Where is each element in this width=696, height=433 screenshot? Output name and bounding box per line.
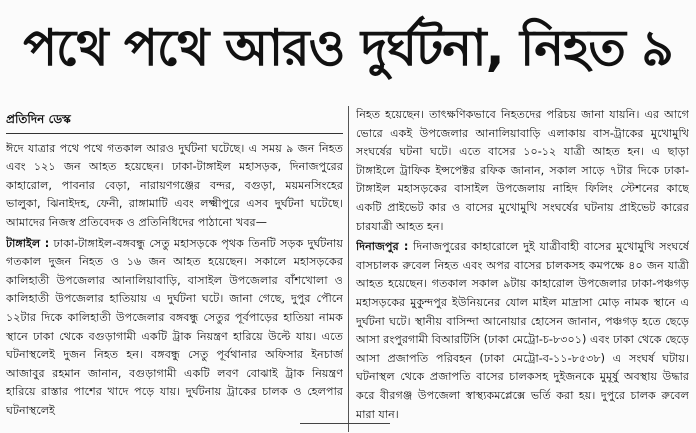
dinajpur-lead: দিনাজপুর : [356,240,409,254]
tangail-lead: টাঙ্গাইল : [6,236,50,250]
intro-paragraph: ঈদে যাত্রার পথে পথে গতকাল আরও দুর্ঘটনা ঘটেছে। এ সময় ৯ জন নিহত এবং ১২১ জন আহত হয়েছেন। ঢাকা-টাঙ্গাইল মহাসড়ক, দিনাজপুরের কাহারোল, পাবনার বেড়া, নারায়ণগঞ্জের বন্দর, বগুড়া, ময়মনসিংহের ভালুকা, ঝিনাইদহ, ফেনী, রাঙ্গামাটি এবং লক্ষ্মীপুরে এসব দুর্ঘটনা ঘটেছে। আমাদের নিজস্ব প্রতিবেদক ও প্রতিনিধিদের পাঠানো খবর— [6,141,343,229]
continuation-paragraph: নিহত হয়েছেন। তাৎক্ষণিকভাবে নিহতদের পরিচয় জানা যায়নি। এর আগে ভোরে একই উপজেলার আনালিয়াবাড়ি এলাকায় বাস-ট্রাকের মুখোমুখি সংঘর্ষের ঘটনা ঘটে। এতে বাসের ১০-১২ যাত্রী আহত হন। এ ছাড়া টাঙ্গাইলে ট্রাফিক ইন্সপেক্টর রফিক জানান, সকাল সাড়ে ৭টার দিকে ঢাকা-টাঙ্গাইল মহাসড়কের বাসাইল উপজেলায় নাহিদ ফিলিং স্টেশনের কাছে একটি প্রাইভেট কার ও বাসের মুখোমুখি সংঘর্ষের ঘটনায় প্রাইভেট কারের চারযাত্রী আহত হন। [356,108,689,233]
headline: পথে পথে আরও দুর্ঘটনা, নিহত ৯ [23,18,673,77]
dinajpur-body: দিনাজপুরের কাহারোলে দুই যাত্রীবাহী বাসের মুখোমুখি সংঘর্ষে বাসচালক রুবেল নিহত এবং অপর বাসের চালকসহ কমপক্ষে ৪০ জন যাত্রী আহত হয়েছেন। গতকাল সকাল ৯টায় কাহারোল উপজেলার ঢাকা-পঞ্চগড় মহাসড়কের মুকুন্দপুর ইউনিয়নের যোল মাইল মাদ্রাসা মোড় নামক স্থানে এ দুর্ঘটনা ঘটে। স্থানীয় বাসিন্দা আনোয়ার হোসেন জানান, পঞ্চগড় হতে ছেড়ে আসা রংপুরগামী বিআরটিসি (ঢাকা মেট্রো-চ-৮৩০১) এবং ঢাকা থেকে ছেড়ে আসা প্রজাপতি পরিবহন (ঢাকা মেট্রো-ব-১১-৮৫৩৮) এ সংঘর্ষ ঘটায়। ঘটনাস্থল থেকে প্রজাপতি বাসের চালকসহ দুইজনকে মুমূর্ষু অবস্থায় উদ্ধার করে বীরগঞ্জ উপজেলা স্বাস্থ্যকমপ্লেক্সে ভর্তি করা হয়। দুপুরে চালক রুবেল মারা যান। [356,240,689,421]
dateline: প্রতিদিন ডেস্ক [6,112,71,126]
right-column [356,106,689,432]
left-column [6,106,343,432]
dinajpur-paragraph [356,238,689,424]
column-divider [348,106,349,432]
tangail-paragraph [6,235,343,421]
dateline-rule [6,133,343,134]
tangail-body: ঢাকা-টাঙ্গাইল-বঙ্গবন্ধু সেতু মহাসড়কে পৃথক তিনটি সড়ক দুর্ঘটনায় গতকাল দুজন নিহত ও ১৬ জন আহত হয়েছেন। সকালে মহাসড়কের কালিহাতী উপজেলার আনালিয়াবাড়ি, বাসাইল উপজেলার বাঁশখোলা ও কালিহাতী উপজেলার হাতিয়ায় এ দুর্ঘটনা ঘটে। জানা গেছে, দুপুর পৌনে ১২টার দিকে কালিহাতী উপজেলার বঙ্গবন্ধু সেতুর পূর্বপাড়ের হাতিয়া নামক স্থানে ঢাকা থেকে বগুড়াগামী একটি ট্রাক নিয়ন্ত্রণ হারিয়ে উল্টে যায়। এতে ঘটনাস্থলেই দুজন নিহত হন। বঙ্গবন্ধু সেতু পূর্বথানার অফিসার ইনচার্জ আজাবুর রহমান জানান, বগুড়াগামী একটি লবণ বোঝাই ট্রাক নিয়ন্ত্রণ হারিয়ে রাস্তার পাশের খাদে পড়ে যায়। দুর্ঘটনায় ট্রাকের চালক ও হেলপার ঘটনাস্থলেই [6,236,343,417]
